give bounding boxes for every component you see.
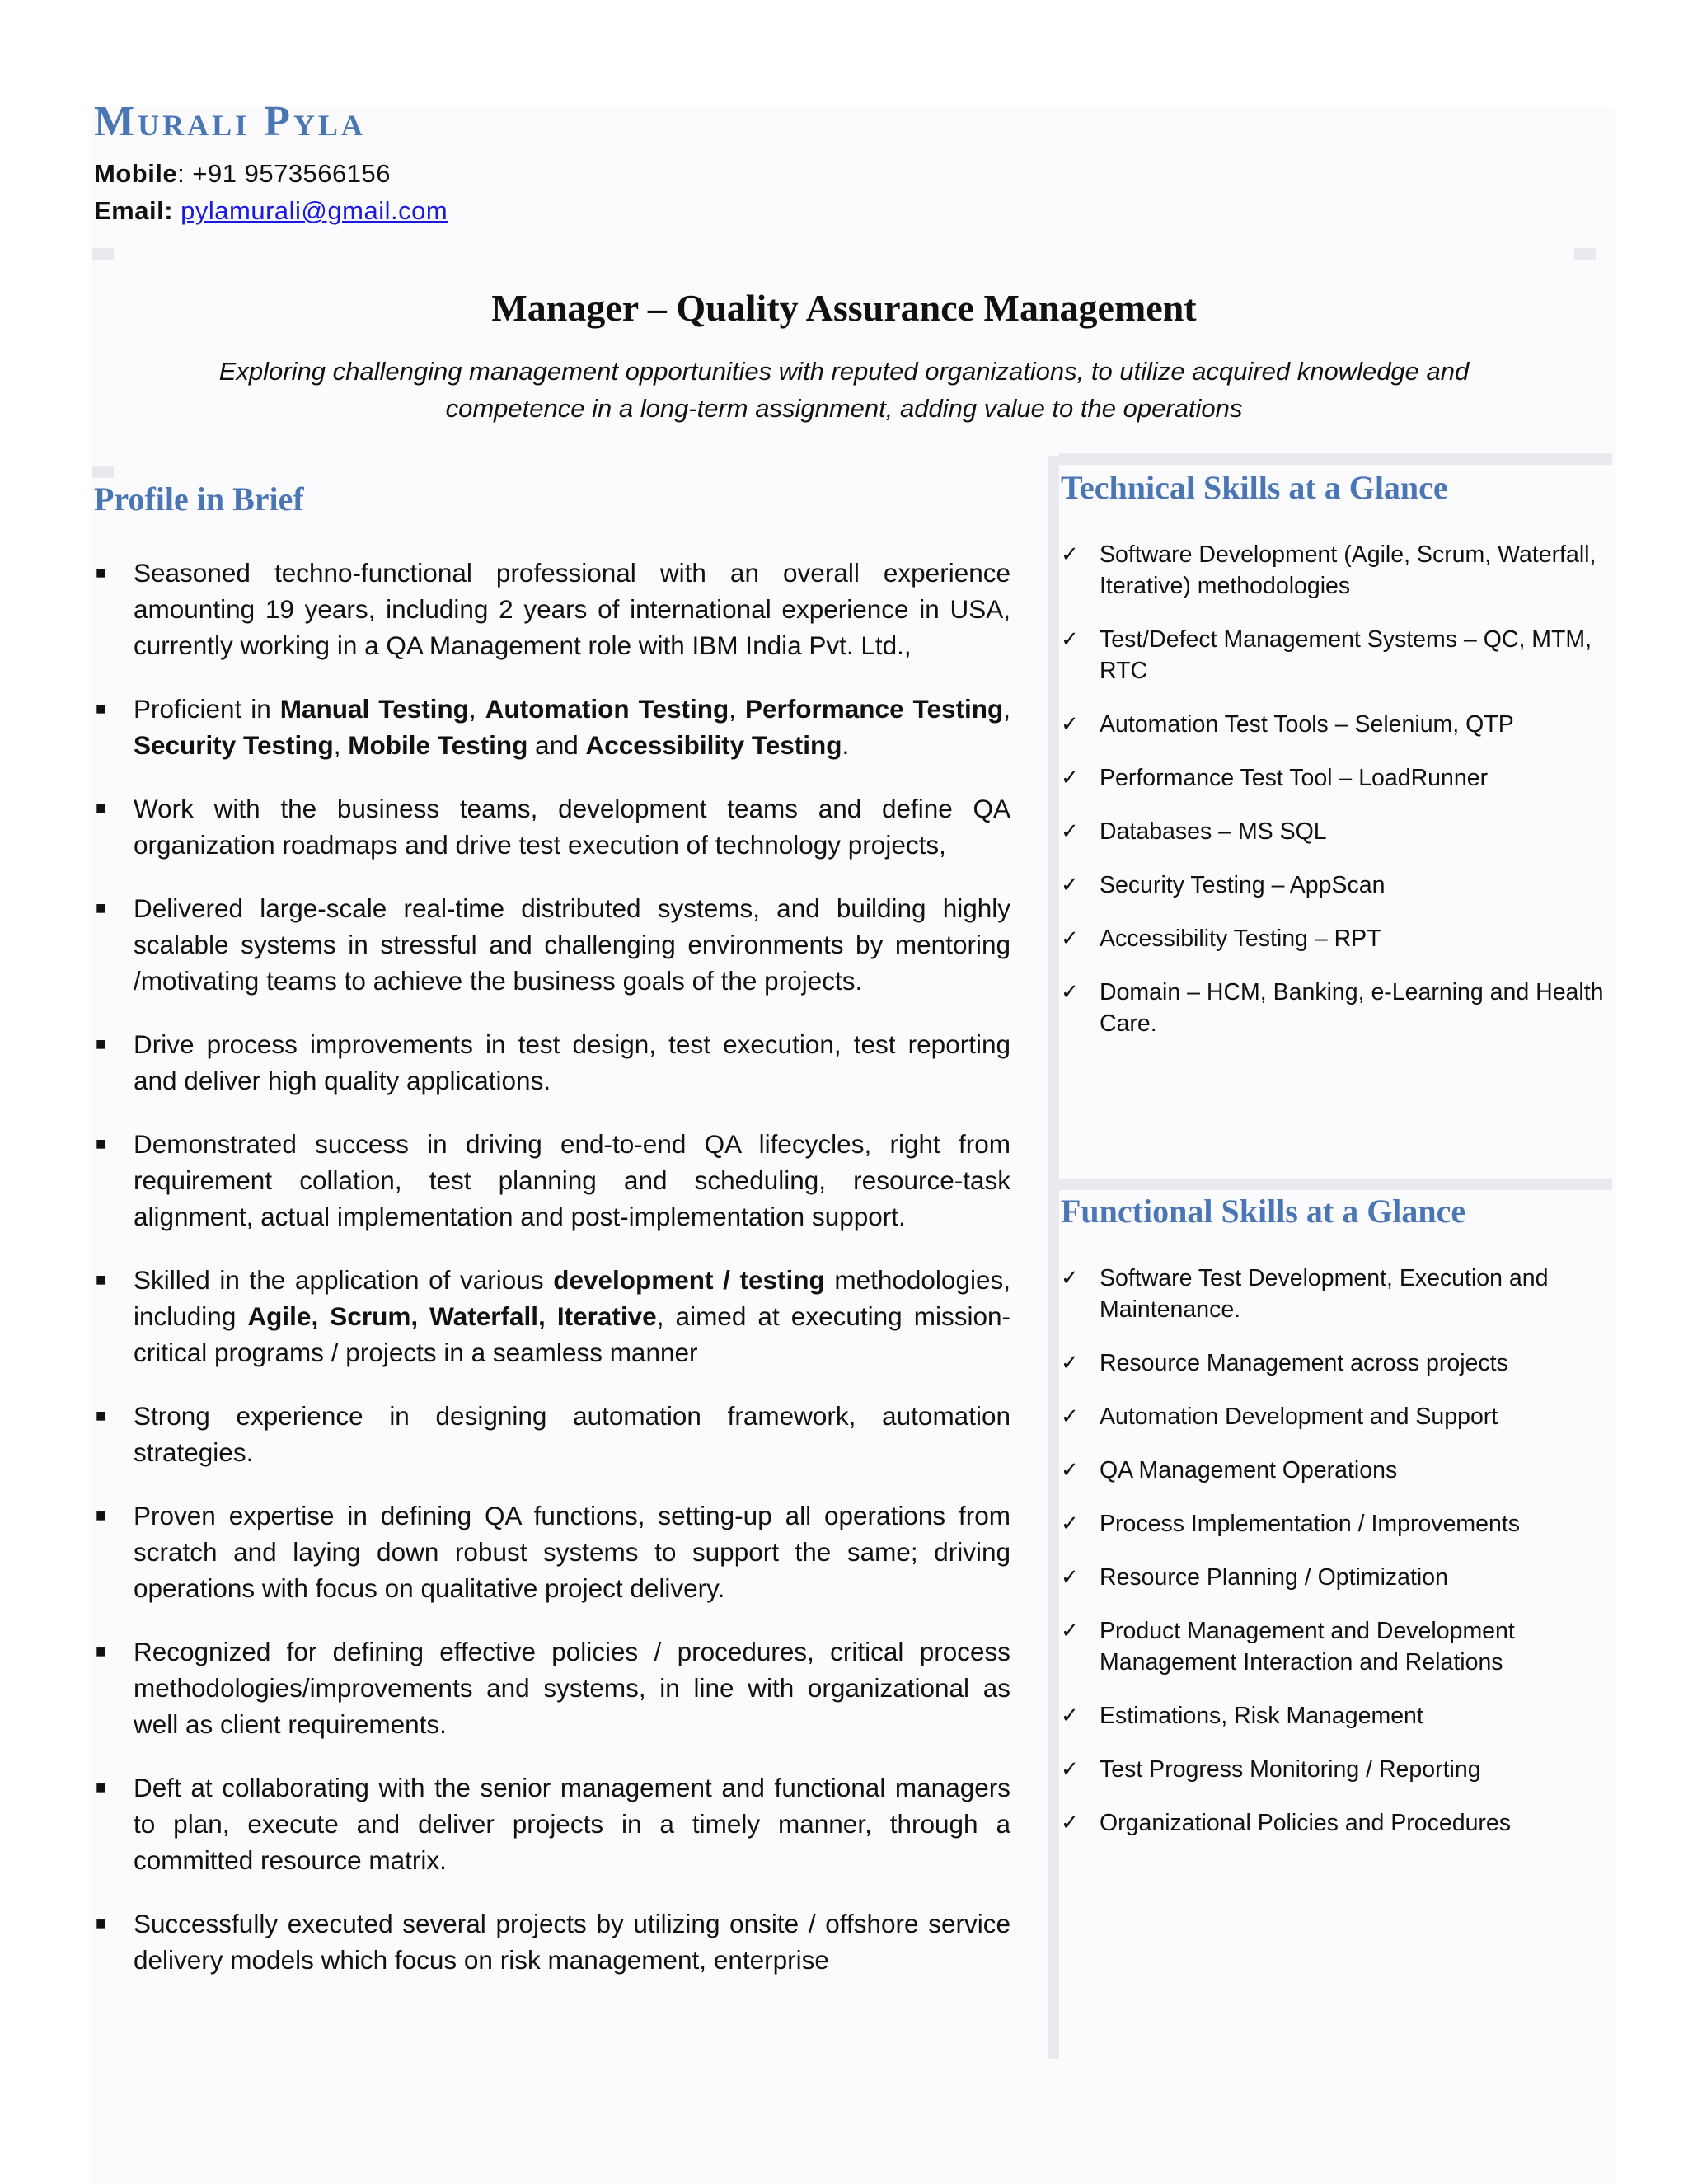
- functional-skills-list: [1061, 1263, 1605, 1861]
- checkmark-icon: ✓: [1061, 873, 1079, 898]
- corner-mark-profile: [92, 466, 114, 478]
- skill-item: ✓ Estimations, Risk Management: [1061, 1700, 1605, 1732]
- checkmark-icon: ✓: [1061, 1351, 1079, 1376]
- checkmark-icon: ✓: [1061, 1757, 1079, 1782]
- mobile-label: Mobile: [94, 159, 178, 188]
- skill-item: ✓ Resource Planning / Optimization: [1061, 1562, 1605, 1593]
- email-line: [94, 192, 448, 229]
- technical-section-rule: [1059, 453, 1612, 465]
- checkmark-icon: ✓: [1061, 1404, 1079, 1429]
- email-label: Email:: [94, 196, 174, 225]
- profile-item: ■ Skilled in the application of various development / testing methodologies, including Agile, Scrum, Waterfall, Iterative, aimed at executing mission-critical programs / projects in a seamless manner: [94, 1262, 1010, 1371]
- skill-item: ✓ Accessibility Testing – RPT: [1061, 923, 1605, 954]
- skill-item: ✓ QA Management Operations: [1061, 1455, 1605, 1486]
- functional-section-rule: [1059, 1179, 1612, 1190]
- column-divider: [1048, 456, 1059, 2059]
- skill-item: ✓ Databases – MS SQL: [1061, 816, 1605, 847]
- contact-block: [94, 155, 448, 229]
- square-bullet-icon: ■: [96, 1641, 107, 1661]
- square-bullet-icon: ■: [96, 798, 107, 818]
- profile-item: ■ Demonstrated success in driving end-to-end QA lifecycles, right from requirement collation, test planning and scheduling, resource-task alignment, actual implementation and post-implementation support.: [94, 1126, 1010, 1235]
- profile-section-title: Profile in Brief: [94, 480, 304, 518]
- mobile-value: : +91 9573566156: [177, 159, 392, 188]
- checkmark-icon: ✓: [1061, 1811, 1079, 1835]
- profile-item: ■ Work with the business teams, development teams and define QA organization roadmaps and drive test execution of technology projects,: [94, 790, 1010, 863]
- square-bullet-icon: ■: [96, 1033, 107, 1054]
- checkmark-icon: ✓: [1061, 1458, 1079, 1483]
- skill-item: ✓ Test/Defect Management Systems – QC, MTM, RTC: [1061, 624, 1605, 687]
- checkmark-icon: ✓: [1061, 1511, 1079, 1536]
- checkmark-icon: ✓: [1061, 712, 1079, 737]
- skill-item: ✓ Automation Test Tools – Selenium, QTP: [1061, 709, 1605, 740]
- technical-skills-title: Technical Skills at a Glance: [1061, 469, 1448, 506]
- square-bullet-icon: ■: [96, 1505, 107, 1526]
- checkmark-icon: ✓: [1061, 542, 1079, 567]
- square-bullet-icon: ■: [96, 562, 107, 583]
- skill-item: ✓ Process Implementation / Improvements: [1061, 1508, 1605, 1540]
- profile-item: ■ Proficient in Manual Testing, Automation Testing, Performance Testing, Security Testing, Mobile Testing and Accessibility Testing.: [94, 691, 1010, 763]
- skill-item: ✓ Test Progress Monitoring / Reporting: [1061, 1754, 1605, 1785]
- mobile-line: [94, 155, 448, 192]
- profile-item: ■ Recognized for defining effective policies / procedures, critical process methodologies/improvements and systems, in line with organizational as well as client requirements.: [94, 1633, 1010, 1742]
- skill-item: ✓ Software Test Development, Execution and Maintenance.: [1061, 1263, 1605, 1325]
- profile-item: ■ Successfully executed several projects by utilizing onsite / offshore service delivery models which focus on risk management, enterprise: [94, 1905, 1010, 1978]
- square-bullet-icon: ■: [96, 1777, 107, 1797]
- profile-item: ■ Delivered large-scale real-time distributed systems, and building highly scalable systems in stressful and challenging environments by mentoring /motivating teams to achieve the business goals of the projects.: [94, 890, 1010, 999]
- skill-item: ✓ Product Management and Development Management Interaction and Relations: [1061, 1615, 1605, 1678]
- skill-item: ✓ Software Development (Agile, Scrum, Waterfall, Iterative) methodologies: [1061, 539, 1605, 602]
- square-bullet-icon: ■: [96, 1405, 107, 1426]
- career-objective: Exploring challenging management opportunities with reputed organizations, to utilize acquired knowledge and competence in a long-term assignment, adding value to the operations: [218, 357, 1470, 423]
- skill-item: ✓ Automation Development and Support: [1061, 1401, 1605, 1432]
- skill-item: ✓ Organizational Policies and Procedures: [1061, 1807, 1605, 1839]
- square-bullet-icon: ■: [96, 1913, 107, 1933]
- functional-skills-title: Functional Skills at a Glance: [1061, 1193, 1466, 1230]
- checkmark-icon: ✓: [1061, 1619, 1079, 1643]
- square-bullet-icon: ■: [96, 698, 107, 719]
- checkmark-icon: ✓: [1061, 1704, 1079, 1728]
- checkmark-icon: ✓: [1061, 627, 1079, 652]
- profile-item: ■ Strong experience in designing automation framework, automation strategies.: [94, 1398, 1010, 1470]
- skill-item: ✓ Security Testing – AppScan: [1061, 869, 1605, 901]
- skill-item: ✓ Resource Management across projects: [1061, 1347, 1605, 1379]
- square-bullet-icon: ■: [96, 1269, 107, 1290]
- profile-item: ■ Drive process improvements in test design, test execution, test reporting and deliver high quality applications.: [94, 1026, 1010, 1099]
- checkmark-icon: ✓: [1061, 1565, 1079, 1590]
- checkmark-icon: ✓: [1061, 980, 1079, 1005]
- candidate-name: Murali Pyla: [94, 98, 366, 145]
- checkmark-icon: ✓: [1061, 1266, 1079, 1291]
- checkmark-icon: ✓: [1061, 819, 1079, 844]
- profile-item: ■ Seasoned techno-functional professional with an overall experience amounting 19 years, including 2 years of international experience in USA, currently working in a QA Management role with IBM India Pvt. Ltd.,: [94, 555, 1010, 663]
- profile-list: [94, 555, 1010, 2005]
- square-bullet-icon: ■: [96, 1133, 107, 1154]
- technical-skills-list: [1061, 539, 1605, 1062]
- checkmark-icon: ✓: [1061, 766, 1079, 790]
- corner-mark-right: [1574, 248, 1596, 260]
- square-bullet-icon: ■: [96, 898, 107, 918]
- profile-item: ■ Deft at collaborating with the senior management and functional managers to plan, execute and deliver projects in a timely manner, through a committed resource matrix.: [94, 1769, 1010, 1878]
- profile-item: ■ Proven expertise in defining QA functions, setting-up all operations from scratch and laying down robust systems to support the same; driving operations with focus on qualitative project delivery.: [94, 1497, 1010, 1606]
- corner-mark-left: [92, 248, 114, 260]
- skill-item: ✓ Domain – HCM, Banking, e-Learning and Health Care.: [1061, 977, 1605, 1039]
- email-link[interactable]: pylamurali@gmail.com: [181, 196, 448, 225]
- checkmark-icon: ✓: [1061, 926, 1079, 951]
- skill-item: ✓ Performance Test Tool – LoadRunner: [1061, 762, 1605, 794]
- job-headline: Manager – Quality Assurance Management: [491, 287, 1197, 329]
